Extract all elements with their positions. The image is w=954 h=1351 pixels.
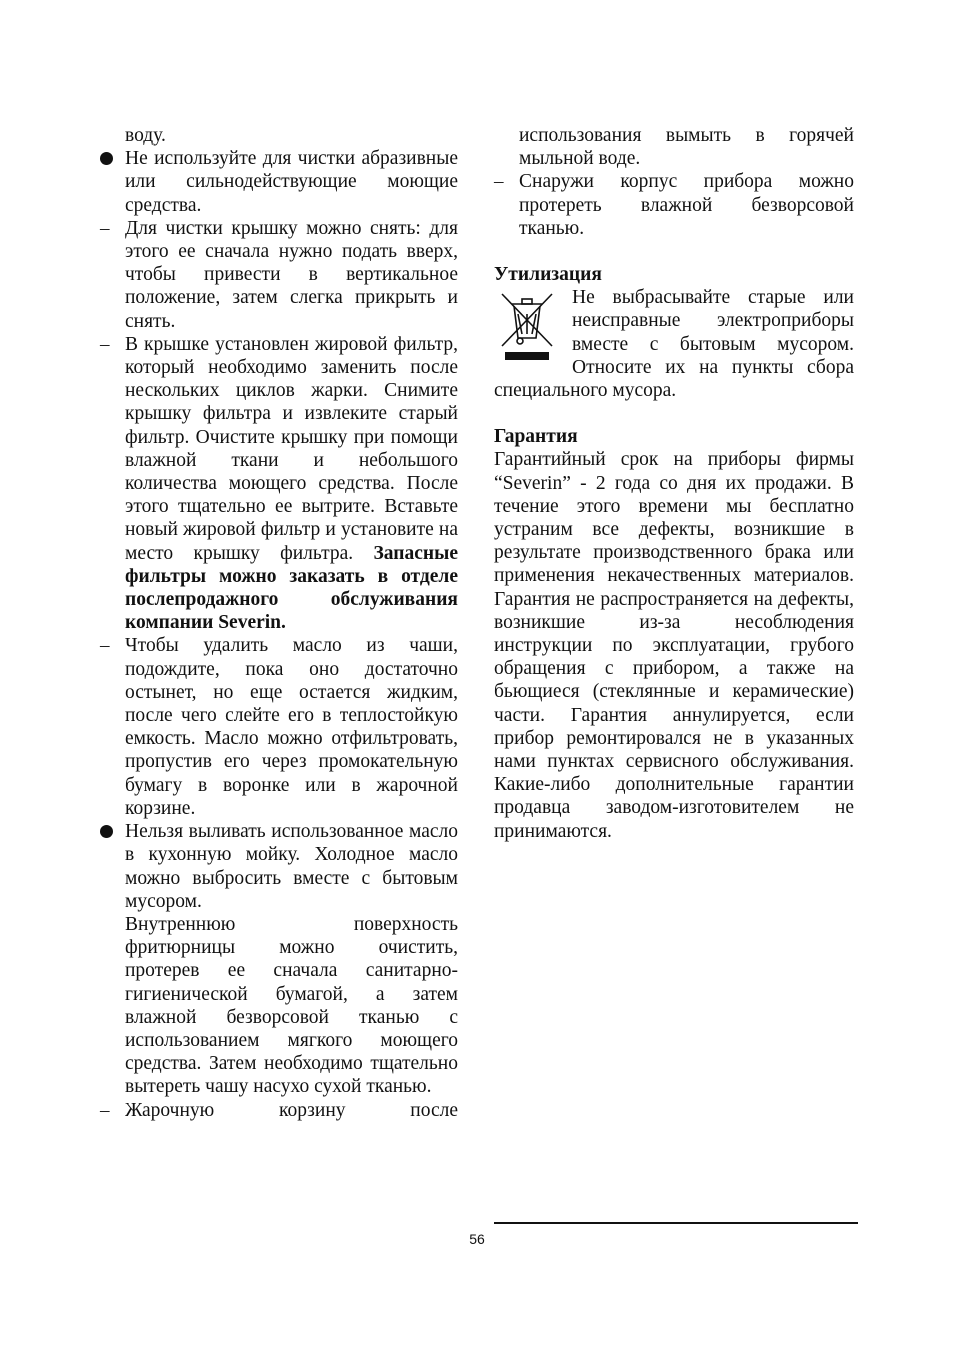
disposal-paragraph <box>494 286 854 402</box>
dash-marker: – <box>494 171 504 193</box>
continued-text <box>100 124 458 147</box>
list-item-text: Нельзя выливать использованное масло в кухонную мойку. Холодное масло можно выбросить вместе с бытовым мусором. <box>125 821 458 912</box>
list-item <box>494 170 854 240</box>
bullet-dot-icon <box>100 820 125 844</box>
list-item-text: Для чистки крышку можно снять: для этого ее сначала нужно подать вверх, чтобы привести в вертикальное положение, затем слегка прикрыть и снять. <box>125 217 458 332</box>
dash-marker: – <box>100 333 110 355</box>
list-item-text: Не используйте для чистки абразивные или сильнодействующие моющие средства. <box>125 148 458 216</box>
list-item-text: В крышке установлен жировой фильтр, который необходимо заменить после нескольких циклов жарки. Снимите крышку фильтра и извлеките старый фильтр. Очистите крышку при помощи влажной ткани и небольшого количества моющего средства. После этого тщательно ее вытрите. Вставьте новый жировой фильтр и установите на место крышку фильтра. <box>125 333 458 564</box>
section-heading-warranty: Гарантия <box>494 426 578 448</box>
dash-marker: – <box>100 1099 110 1121</box>
right-column <box>494 124 854 843</box>
list-item-text: Жарочную корзину после <box>125 1099 458 1121</box>
list-item <box>100 634 458 820</box>
list-item-text: Чтобы удалить масло из чаши, подождите, пока оно достаточно остынет, но еще остается жидким, после чего слейте его в теплостойкую емкость. Масло можно отфильтровать, пропустив его через промокательную бумагу в воронке или в жарочной корзине. <box>125 635 458 819</box>
dash-marker: – <box>100 217 110 239</box>
spare-filters-note: Запасные фильтры можно заказать в отделе послепродажного обслуживания компании Severin. <box>125 542 458 634</box>
list-item <box>100 333 458 635</box>
list-item-continuation <box>100 913 458 1099</box>
warranty-paragraph <box>494 448 854 842</box>
list-item <box>100 820 458 913</box>
footer-rule <box>494 1222 858 1224</box>
warranty-text: Гарантийный срок на приборы фирмы “Severin” - 2 года со дня их продажи. В течение этого времени мы бесплатно устраним все дефекты, возникшие в результате производственного брака или применения некачественных материалов. Гарантия не распространяется на дефекты, возникшие из-за несоблюдения инструкции по эксплуатации, грубого обращения с прибором, а также на бьющиеся (стеклянные и керамические) части. Гарантия аннулируется, если прибор ремонтировался не в указанных нами пунктах сервисного обслуживания. Какие-либо дополнительные гарантии продавца заводом-изготовителем не принимаются. <box>494 449 854 842</box>
continued-text <box>494 124 854 170</box>
paragraph-text: воду. <box>125 125 166 146</box>
paragraph-text: использования вымыть в горячей мыльной воде. <box>519 125 854 170</box>
list-item <box>100 1099 458 1122</box>
crossed-out-wheelie-bin-icon <box>494 290 560 364</box>
list-item-text: Снаружи корпус прибора можно протереть влажной безворсовой тканью. <box>519 171 854 239</box>
dash-marker: – <box>100 635 110 657</box>
section-heading-disposal: Утилизация <box>494 264 602 286</box>
list-item <box>100 147 458 217</box>
disposal-text: Не выбрасывайте старые или неисправные электроприборы вместе с бытовым мусором. Относите их на пункты сбора специального мусора. <box>494 287 854 402</box>
list-item <box>100 217 458 333</box>
paragraph-text: Внутреннюю поверхность фритюрницы можно очистить, протерев ее сначала санитарно-гигиенической бумагой, а затем влажной безворсовой тканью с использованием мягкого моющего средства. Затем необходимо тщательно вытереть чашу насухо сухой тканью. <box>125 913 458 1098</box>
page-number: 56 <box>469 1231 485 1247</box>
bullet-dot-icon <box>100 147 125 171</box>
left-column <box>100 124 458 1122</box>
